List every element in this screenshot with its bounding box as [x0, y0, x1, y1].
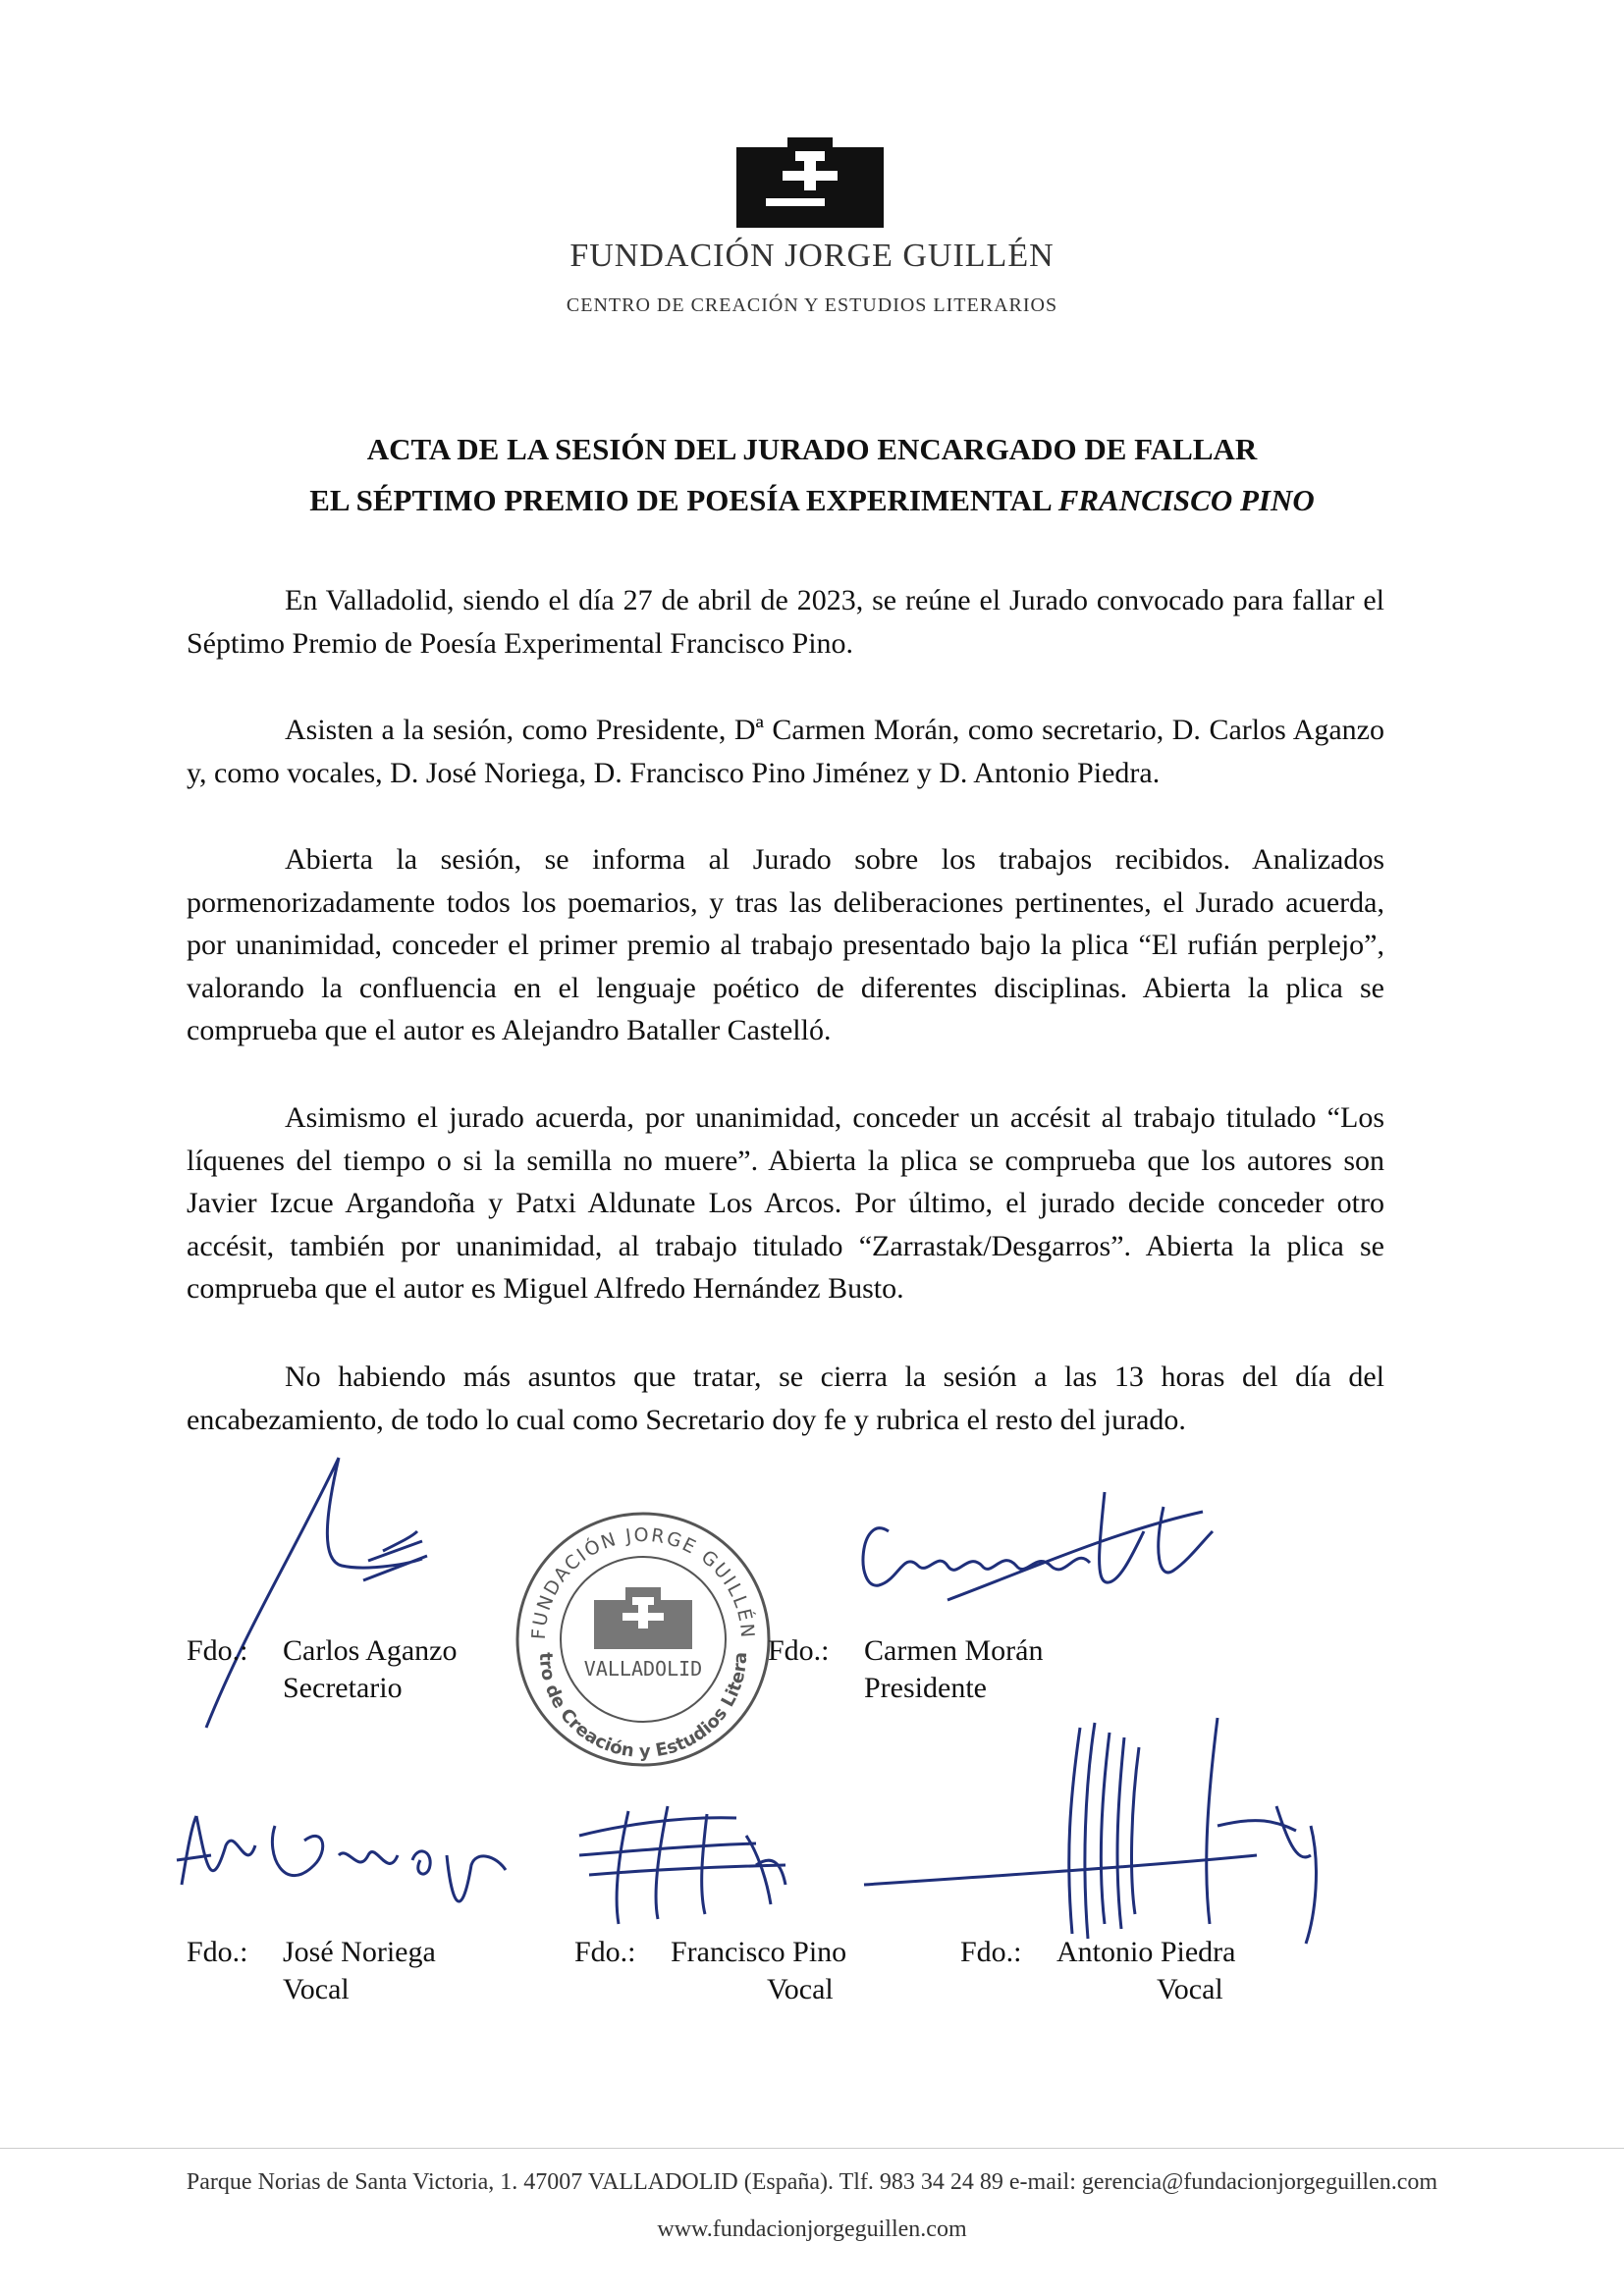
title-prize-name: FRANCISCO PINO [1057, 483, 1315, 517]
signer-role: Presidente [864, 1672, 987, 1704]
signer-name: Carlos Aganzo [283, 1634, 458, 1667]
stamp-city: VALLADOLID [583, 1657, 703, 1681]
signature-antonio-piedra [864, 1718, 1375, 1953]
fdo-label: Fdo.: [960, 1936, 1022, 1968]
footer-divider [0, 2148, 1624, 2149]
signer-name: Francisco Pino [671, 1936, 847, 1968]
paragraph-closing: No habiendo más asuntos que tratar, se cierra la sesión a las 13 horas del día del encabezamiento, de todo lo cual como Secretario doy fe y rubrica el resto del jurado. [187, 1361, 1384, 1436]
paragraph-opening: En Valladolid, siendo el día 27 de abril de 2023, se reúne el Jurado convocado para fallar el Séptimo Premio de Poesía Experimental Francisco Pino. [187, 584, 1384, 660]
signature-block-noriega [187, 1934, 436, 2005]
signature-carlos-aganzo [177, 1433, 432, 1787]
fdo-label: Fdo.: [187, 1634, 248, 1667]
paragraph-first-prize: Abierta la sesión, se informa al Jurado sobre los trabajos recibidos. Analizados pormenorizadamente todos los poemarios, y tras las deliberaciones pertinentes, el Jurado acuerda, por unanimidad, conceder el primer premio al trabajo presentado bajo la plica “El rufián perplejo”, valorando la confluencia en el lenguaje poético de diferentes disciplinas. Abierta la plica se comprueba que el autor es Alejandro Bataller Castelló. [187, 843, 1384, 1046]
footer-address: Parque Norias de Santa Victoria, 1. 47007 VALLADOLID (España). Tlf. 983 34 24 89 e-mail: gerencia@fundacionjorgeguillen.com [186, 2169, 1438, 2195]
fdo-label: Fdo.: [768, 1634, 830, 1667]
footer-website: www.fundacionjorgeguillen.com [657, 2216, 967, 2242]
signature-block-aganzo [187, 1632, 458, 1704]
signer-name: Carmen Morán [864, 1634, 1044, 1667]
signer-name: Antonio Piedra [1056, 1936, 1236, 1968]
signer-name: José Noriega [283, 1936, 436, 1968]
signature-block-piedra [960, 1934, 1236, 2005]
fdo-label: Fdo.: [574, 1936, 636, 1968]
fdo-label: Fdo.: [187, 1936, 248, 1968]
signer-role: Secretario [283, 1672, 403, 1704]
organization-subtitle: CENTRO DE CREACIÓN Y ESTUDIOS LITERARIOS [566, 294, 1058, 316]
stamp-top-text: FUNDACIÓN JORGE GUILLÉN [527, 1523, 759, 1640]
paragraph-attendees: Asisten a la sesión, como Presidente, Dª Carmen Morán, como secretario, D. Carlos Aganzo y, como vocales, D. José Noriega, D. Francisco Pino Jiménez y D. Antonio Piedra. [187, 714, 1384, 789]
document-title-line-1: ACTA DE LA SESIÓN DEL JURADO ENCARGADO DE FALLAR [366, 432, 1258, 466]
organization-name: FUNDACIÓN JORGE GUILLÉN [569, 238, 1055, 274]
foundation-stamp [504, 1491, 776, 1772]
paragraph-accesits: Asimismo el jurado acuerda, por unanimidad, conceder un accésit al trabajo titulado “Los líquenes del tiempo o si la semilla no muere”. Abierta la plica se comprueba que los autores son Javier Izcue Argandoña y Patxi Aldunate Los Arcos. Por último, el jurado decide conceder otro accésit, también por unanimidad, al trabajo titulado “Zarrastak/Desgarros”. Abierta la plica se comprueba que el autor es Miguel Alfredo Hernández Busto. [187, 1101, 1384, 1305]
title-prefix: EL SÉPTIMO PREMIO DE POESÍA EXPERIMENTAL [309, 483, 1058, 517]
signature-carmen-moran [849, 1472, 1222, 1629]
stamp-bottom-text: Centro de Creación y Estudios Literarios [504, 1491, 752, 1763]
signature-francisco-pino [560, 1796, 854, 1944]
document-title-line-2 [0, 483, 1624, 518]
stamp-logo-icon [594, 1587, 692, 1649]
signature-block-pino [574, 1934, 847, 2005]
signer-role: Vocal [767, 1973, 834, 2005]
foundation-logo-icon [736, 137, 884, 228]
signature-block-moran [768, 1632, 1044, 1704]
signer-role: Vocal [283, 1973, 350, 2005]
signature-jose-noriega [167, 1787, 520, 1934]
signer-role: Vocal [1157, 1973, 1223, 2005]
